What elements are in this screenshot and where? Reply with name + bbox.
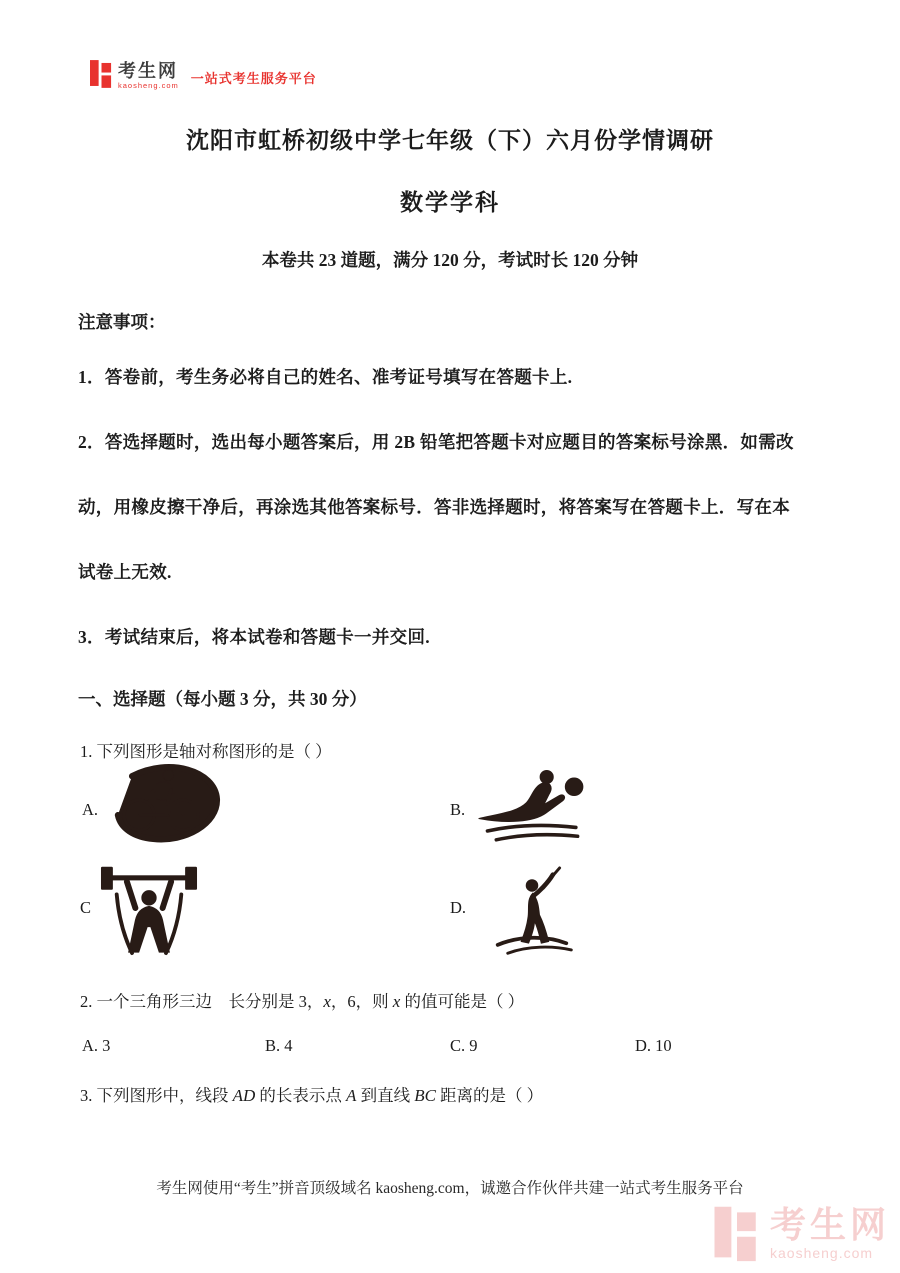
notice-line: 动，用橡皮擦干净后，再涂选其他答案标号．答非选择题时，将答案写在答题卡上．写在本 (78, 497, 790, 517)
watermark-brand-name: 考生网 (770, 1203, 891, 1245)
question-2-text (80, 988, 524, 1012)
cyclist-icon (104, 762, 222, 846)
brand-logo (90, 58, 317, 89)
q3-line-bc: BC (414, 1086, 436, 1105)
q3-text-post: 距离的是（ ） (435, 1086, 544, 1105)
watermark-brand-domain: kaosheng.com (770, 1244, 874, 1261)
q1-option-d-label: D. (450, 898, 467, 917)
weightlifter-icon (98, 862, 200, 960)
kaosheng-watermark (712, 1203, 890, 1263)
notice-heading: 注意事项： (78, 312, 166, 332)
q2-variable-x: x (392, 992, 401, 1011)
q1-option-c-label: C (80, 898, 92, 917)
q3-point-a: A (346, 1086, 357, 1105)
q2-option-c: C. 9 (450, 1036, 478, 1055)
q3-text-pre: 3. 下列图形中，线段 (80, 1086, 233, 1105)
question-1-text: 1. 下列图形是轴对称图形的是（ ） (80, 742, 332, 761)
q1-option-b-label: B. (450, 800, 466, 819)
q3-text-mid2: 到直线 (356, 1086, 415, 1105)
q2-variable-x: x (323, 992, 331, 1011)
brand-name: 考生网 (118, 60, 178, 81)
brand-tagline: 一站式考生服务平台 (190, 71, 317, 86)
q2-text-post: 的值可能是（ ） (400, 992, 525, 1011)
kaosheng-logo-icon (90, 58, 113, 89)
question-3-text (80, 1082, 543, 1106)
q3-segment-ad: AD (232, 1086, 256, 1105)
golfer-icon (486, 862, 578, 960)
q2-text-pre: 2. 一个三角形三边 长分别是 3， (80, 992, 324, 1011)
q2-option-b: B. 4 (265, 1036, 293, 1055)
kaosheng-watermark-icon (712, 1203, 762, 1263)
notice-line: 1．答卷前，考生务必将自己的姓名、准考证号填写在答题卡上. (78, 367, 573, 387)
footer-text: 考生网使用“考生”拼音顶级域名 kaosheng.com，诚邀合作伙伴共建一站式考生服务平台 (156, 1180, 744, 1197)
exam-info: 本卷共 23 道题，满分 120 分，考试时长 120 分钟 (261, 250, 639, 270)
volleyball-player-icon (470, 762, 588, 846)
notice-line: 试卷上无效. (78, 562, 172, 582)
q3-text-mid1: 的长表示点 (255, 1086, 347, 1105)
subject-title: 数学学科 (400, 190, 500, 215)
q2-text-mid: ，6，则 (330, 992, 393, 1011)
q1-option-a-label: A. (82, 800, 99, 819)
section-heading: 一、选择题（每小题 3 分，共 30 分） (78, 689, 367, 709)
page-title: 沈阳市虹桥初级中学七年级（下）六月份学情调研 (186, 128, 714, 153)
brand-domain: kaosheng.com (118, 80, 179, 90)
notice-line: 2．答选择题时，选出每小题答案后，用 2B 铅笔把答题卡对应题目的答案标号涂黑．如需改 (78, 432, 794, 452)
q2-option-a: A. 3 (82, 1036, 111, 1055)
q2-option-d: D. 10 (635, 1036, 672, 1055)
notice-line: 3．考试结束后，将本试卷和答题卡一并交回. (78, 627, 430, 647)
